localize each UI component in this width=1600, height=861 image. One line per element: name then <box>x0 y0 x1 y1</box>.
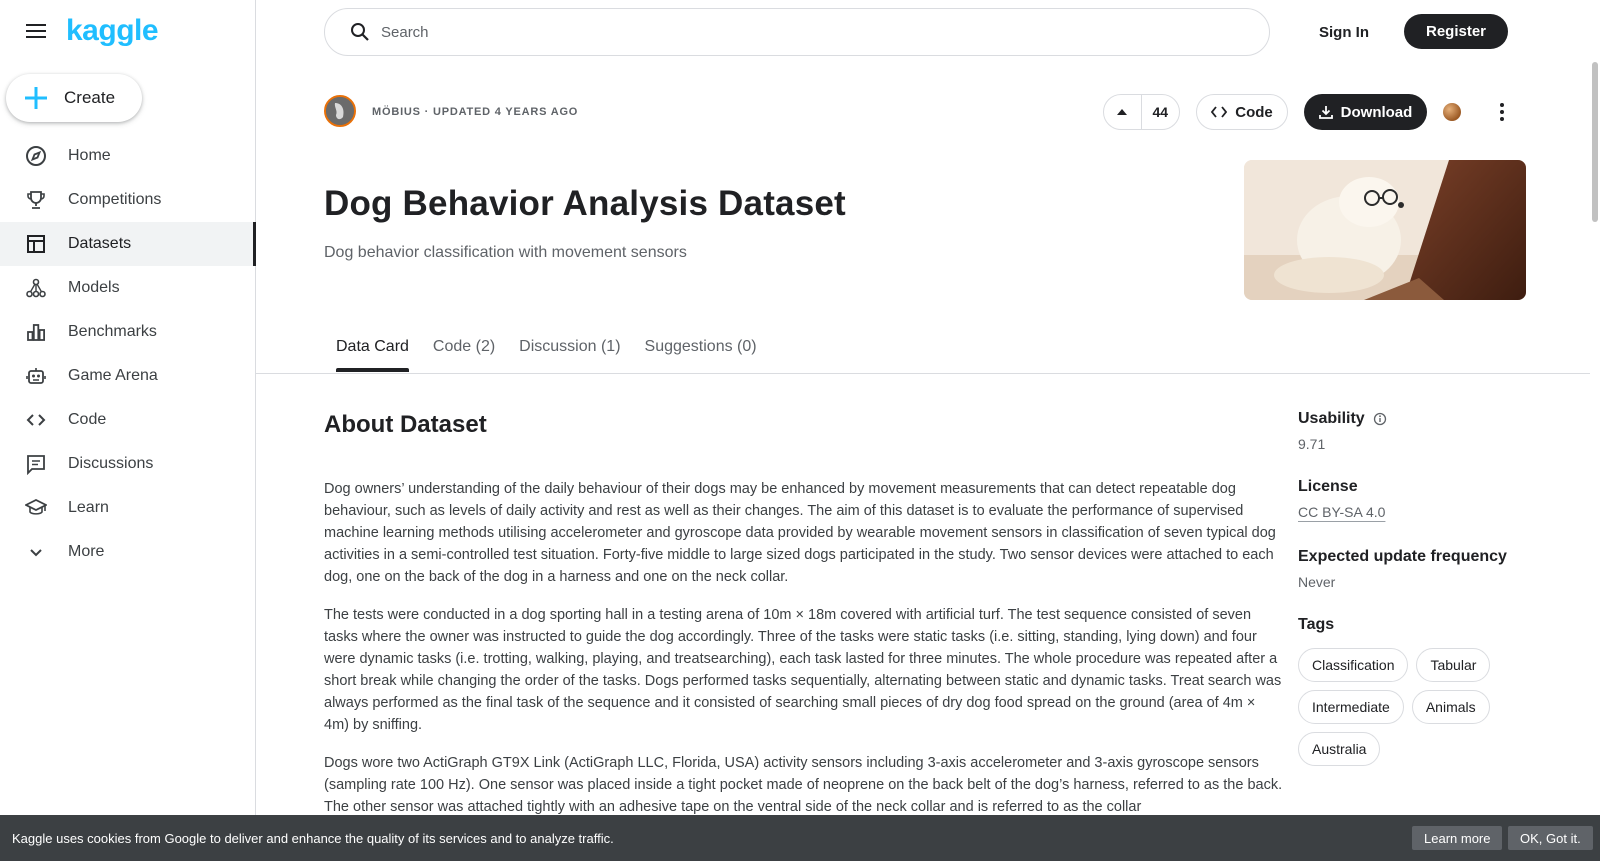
brand <box>24 16 158 46</box>
page-scrollbar[interactable] <box>1590 0 1600 861</box>
models-icon <box>24 276 48 300</box>
about-paragraph: Dog owners’ understanding of the daily behaviour of their dogs may be enhanced by movement measurements that can detect repeatable dog behaviour, such as levels of daily activity and rest as well as their changes. The aim of this dataset is to evaluate the performance of supervised machine learning methods utilising accelerometer and gyroscope data provided by wearable movement sensors in classification of seven typical dog activities in a semi-controlled test situation. Forty-five middle to large sized dogs participated in the study. Two sensor devices were attached to each dog, one on the back of the dog in a harness and one on the neck collar. <box>324 481 1276 585</box>
tabs-divider <box>256 373 1590 374</box>
tag-chip[interactable]: Animals <box>1412 690 1490 724</box>
scrollbar-thumb[interactable] <box>1592 62 1598 222</box>
search-input[interactable] <box>381 24 1241 41</box>
tag-chip[interactable]: Australia <box>1298 732 1380 766</box>
medal-icon[interactable] <box>1443 103 1461 121</box>
more-vert-icon[interactable] <box>1490 100 1514 124</box>
usability-heading <box>1298 410 1548 428</box>
tab-code[interactable]: Code (2) <box>432 338 496 355</box>
compass-icon <box>24 144 48 168</box>
code-icon <box>24 408 48 432</box>
sidebar-item-label: Learn <box>68 499 109 516</box>
tag-chip[interactable]: Classification <box>1298 648 1408 682</box>
code-button-label: Code <box>1235 103 1273 121</box>
create-label: Create <box>64 88 116 107</box>
upvote-button[interactable] <box>1104 95 1142 129</box>
cookie-message: Kaggle uses cookies from Google to deliver and enhance the quality of its services and to analyze traffic. <box>12 830 614 846</box>
sidebar-item-label: Models <box>68 279 120 296</box>
license-link[interactable]: CC BY-SA 4.0 <box>1298 504 1386 520</box>
code-icon <box>1211 105 1227 119</box>
sidebar-item-benchmarks[interactable] <box>0 310 256 354</box>
sidebar-item-label: Game Arena <box>68 367 158 384</box>
page-title: Dog Behavior Analysis Dataset <box>324 184 846 223</box>
sidebar-item-datasets[interactable] <box>0 222 256 266</box>
cookie-banner <box>0 815 1600 861</box>
vote-count[interactable]: 44 <box>1152 104 1169 120</box>
dataset-info-panel <box>1298 410 1548 800</box>
download-button[interactable] <box>1304 94 1427 130</box>
table-icon <box>24 232 48 256</box>
frequency-value: Never <box>1298 574 1336 590</box>
vote-widget <box>1103 94 1180 130</box>
kaggle-logo[interactable]: kaggle <box>66 14 159 47</box>
sidebar-item-models[interactable] <box>0 266 256 310</box>
sidebar-item-label: Benchmarks <box>68 323 157 340</box>
sidebar-item-label: Datasets <box>68 235 132 252</box>
sidebar-item-label: Home <box>68 147 111 164</box>
info-icon[interactable] <box>1373 412 1387 426</box>
dataset-cover-image <box>1244 160 1526 300</box>
sidebar-item-code[interactable] <box>0 398 256 442</box>
robot-icon <box>24 364 48 388</box>
usability-block <box>1298 410 1548 452</box>
create-button[interactable] <box>6 74 142 122</box>
tab-data-card[interactable]: Data Card <box>324 330 421 372</box>
license-block <box>1298 478 1548 522</box>
search-icon <box>349 21 371 43</box>
sidebar-item-label: Code <box>68 411 107 428</box>
about-heading: About Dataset <box>324 411 487 438</box>
usability-value: 9.71 <box>1298 436 1326 452</box>
usability-label: Usability <box>1298 410 1365 427</box>
tags-label: Tags <box>1298 616 1335 633</box>
sidebar-item-label: Discussions <box>68 455 154 472</box>
tab-suggestions[interactable]: Suggestions (0) <box>644 338 757 355</box>
sidebar-item-discussions[interactable] <box>0 442 256 486</box>
tags-list <box>1298 648 1548 774</box>
register-button[interactable]: Register <box>1404 14 1508 49</box>
sign-in-button[interactable]: Sign In <box>1319 23 1369 41</box>
sidebar-item-home[interactable] <box>0 134 256 178</box>
trophy-icon <box>24 188 48 212</box>
search-bar[interactable] <box>324 8 1270 56</box>
sidebar-item-label: More <box>68 543 105 560</box>
sidebar-item-label: Competitions <box>68 191 162 208</box>
dataset-meta: MÖBIUS · UPDATED 4 YEARS AGO <box>372 106 579 118</box>
owner-avatar[interactable] <box>324 95 356 127</box>
cookie-ok-button[interactable]: OK, Got it. <box>1508 826 1593 850</box>
menu-icon[interactable] <box>24 19 48 43</box>
page-subtitle: Dog behavior classification with movement sensors <box>324 244 687 261</box>
sidebar-item-learn[interactable] <box>0 486 256 530</box>
download-button-label: Download <box>1340 103 1413 121</box>
dataset-tabs <box>324 330 769 372</box>
frequency-label: Expected update frequency <box>1298 548 1507 565</box>
license-label: License <box>1298 478 1358 495</box>
tags-block <box>1298 616 1548 774</box>
plus-icon <box>24 86 48 110</box>
sidebar-nav <box>0 134 256 574</box>
caret-up-icon <box>1116 108 1128 116</box>
code-button[interactable] <box>1196 94 1288 130</box>
sidebar <box>0 0 256 861</box>
tag-chip[interactable]: Intermediate <box>1298 690 1404 724</box>
sidebar-item-game-arena[interactable] <box>0 354 256 398</box>
tab-discussion[interactable]: Discussion (1) <box>519 338 621 355</box>
about-paragraph: The tests were conducted in a dog sporting hall in a testing arena of 10m × 18m covered with artificial turf. The test sequence consisted of seven tasks where the owner was instructed to guide the dog accordingly. Three of the tasks were static tasks (i.e. sitting, standing, lying down) and four were dynamic tasks (i.e. trotting, walking, playing, and treatsearching), each task lasted for three minutes. The whole procedure was repeated after a short break while changing the order of the tasks. Dogs performed tasks sequentially, alternating between static and dynamic tasks. Treat search was always performed as the final task of the sequence and it consisted of searching small pieces of dry dog food spread on the ground (area of 4m × 4m) by sniffing. <box>324 607 1282 733</box>
about-paragraph: Dogs wore two ActiGraph GT9X Link (ActiGraph LLC, Florida, USA) activity sensors including 3-axis accelerometer and 3-axis gyroscope sensors (sampling rate 100 Hz). One sensor was placed inside a tight pocket made of neoprene on the back belt of the dog’s harness, referred to as the back. The other sensor was attached tightly with an adhesive tape on the ventral side of the neck collar and is referred to as the collar <box>324 755 1283 815</box>
bar-chart-icon <box>24 320 48 344</box>
sidebar-item-competitions[interactable] <box>0 178 256 222</box>
learn-more-button[interactable]: Learn more <box>1412 826 1502 850</box>
graduation-cap-icon <box>24 496 48 520</box>
frequency-block <box>1298 548 1548 590</box>
discussion-icon <box>24 452 48 476</box>
download-icon <box>1319 105 1333 119</box>
chevron-down-icon <box>24 540 48 564</box>
about-body <box>324 478 1284 834</box>
sidebar-item-more[interactable] <box>0 530 256 574</box>
tag-chip[interactable]: Tabular <box>1416 648 1490 682</box>
